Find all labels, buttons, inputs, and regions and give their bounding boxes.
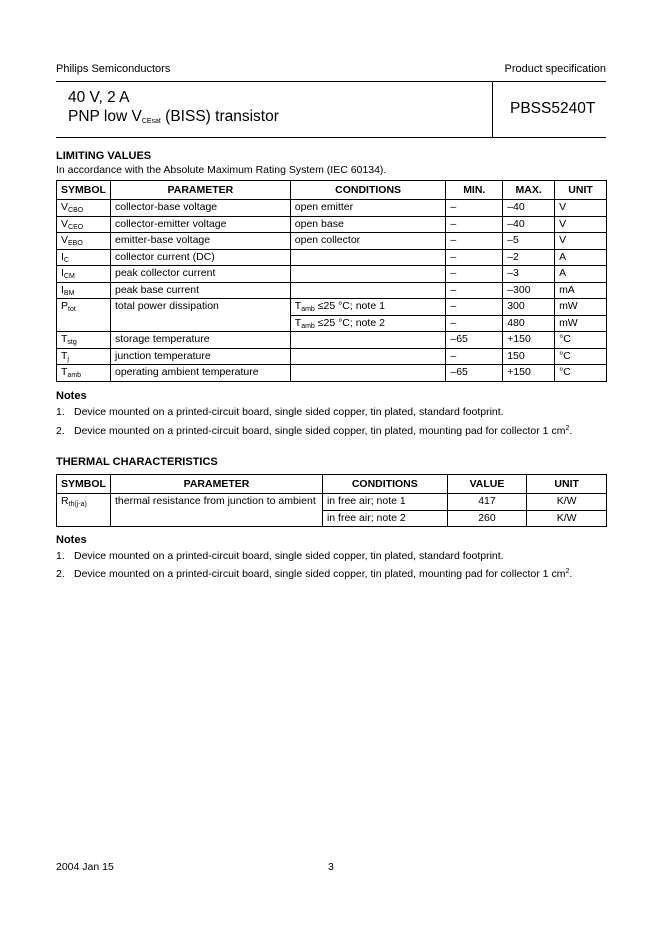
table-row bbox=[57, 200, 607, 217]
conditions-cell bbox=[290, 249, 446, 266]
col-unit: UNIT bbox=[527, 475, 607, 494]
table-row bbox=[57, 233, 607, 250]
min-cell: –65 bbox=[446, 365, 503, 382]
conditions-cell bbox=[290, 282, 446, 299]
min-cell: – bbox=[446, 299, 503, 316]
unit-cell: A bbox=[555, 266, 607, 283]
table-row bbox=[57, 282, 607, 299]
limiting-note-2: 2. Device mounted on a printed-circuit board, single sided copper, tin plated, mounting pad for collector 1 $cm^2$. bbox=[56, 425, 573, 437]
symbol-cell: $I_{BM}$ bbox=[57, 282, 111, 299]
symbol-cell: $P_{tot}$ bbox=[57, 299, 111, 332]
conditions-cell bbox=[290, 266, 446, 283]
unit-cell: V bbox=[555, 216, 607, 233]
company-name: Philips Semiconductors bbox=[56, 63, 171, 75]
max-cell: –300 bbox=[503, 282, 555, 299]
max-cell: –3 bbox=[503, 266, 555, 283]
limiting-values-heading: LIMITING VALUES bbox=[56, 150, 152, 162]
table-row bbox=[57, 299, 607, 316]
limiting-values-table bbox=[56, 180, 607, 382]
unit-cell: V bbox=[555, 200, 607, 217]
conditions-cell: open base bbox=[290, 216, 446, 233]
parameter-cell: collector-base voltage bbox=[110, 200, 290, 217]
max-cell: +150 bbox=[503, 365, 555, 382]
unit-cell: K/W bbox=[527, 510, 607, 527]
parameter-cell: total power dissipation bbox=[110, 299, 290, 332]
value-cell: 260 bbox=[447, 510, 527, 527]
limiting-notes-heading: Notes bbox=[56, 390, 87, 402]
min-cell: – bbox=[446, 233, 503, 250]
symbol-cell: $T_j$ bbox=[57, 348, 111, 365]
table-row bbox=[57, 266, 607, 283]
unit-cell: A bbox=[555, 249, 607, 266]
col-max: MAX. bbox=[503, 181, 555, 200]
unit-cell: °C bbox=[555, 365, 607, 382]
unit-cell: V bbox=[555, 233, 607, 250]
thermal-notes-heading: Notes bbox=[56, 534, 87, 546]
footer-page-number: 3 bbox=[328, 861, 334, 873]
title-line-1: 40 V, 2 A bbox=[68, 89, 130, 106]
thermal-table bbox=[56, 474, 607, 527]
limiting-note-1: 1. Device mounted on a printed-circuit board, single sided copper, tin plated, standard footprint. bbox=[56, 406, 504, 418]
unit-cell: K/W bbox=[527, 494, 607, 511]
conditions-cell bbox=[290, 348, 446, 365]
max-cell: 300 bbox=[503, 299, 555, 316]
unit-cell: °C bbox=[555, 332, 607, 349]
col-conditions: CONDITIONS bbox=[322, 475, 447, 494]
conditions-cell bbox=[290, 332, 446, 349]
symbol-cell: $I_{CM}$ bbox=[57, 266, 111, 283]
unit-cell: mW bbox=[555, 315, 607, 332]
max-cell: 480 bbox=[503, 315, 555, 332]
max-cell: –2 bbox=[503, 249, 555, 266]
max-cell: –40 bbox=[503, 216, 555, 233]
part-number: PBSS5240T bbox=[510, 100, 596, 117]
header-divider bbox=[492, 81, 493, 137]
col-value: VALUE bbox=[447, 475, 527, 494]
max-cell: –5 bbox=[503, 233, 555, 250]
conditions-cell: open collector bbox=[290, 233, 446, 250]
footer-date: 2004 Jan 15 bbox=[56, 861, 114, 873]
conditions-cell: $T_{amb} \le 25$ °C; note 2 bbox=[290, 315, 446, 332]
document-type: Product specification bbox=[504, 63, 606, 75]
table-row bbox=[57, 332, 607, 349]
col-parameter: PARAMETER bbox=[110, 181, 290, 200]
parameter-cell: junction temperature bbox=[110, 348, 290, 365]
max-cell: 150 bbox=[503, 348, 555, 365]
min-cell: – bbox=[446, 282, 503, 299]
conditions-cell: $T_{amb} \le 25$ °C; note 1 bbox=[290, 299, 446, 316]
value-cell: 417 bbox=[447, 494, 527, 511]
conditions-cell: open emitter bbox=[290, 200, 446, 217]
col-conditions: CONDITIONS bbox=[290, 181, 446, 200]
parameter-cell: peak base current bbox=[110, 282, 290, 299]
thermal-note-1: 1. Device mounted on a printed-circuit board, single sided copper, tin plated, standard footprint. bbox=[56, 550, 504, 562]
parameter-cell: emitter-base voltage bbox=[110, 233, 290, 250]
parameter-cell: collector-emitter voltage bbox=[110, 216, 290, 233]
conditions-cell bbox=[290, 365, 446, 382]
unit-cell: °C bbox=[555, 348, 607, 365]
header-rule-bottom bbox=[56, 137, 606, 138]
col-symbol: SYMBOL bbox=[57, 181, 111, 200]
thermal-heading: THERMAL CHARACTERISTICS bbox=[56, 456, 218, 468]
table-row bbox=[57, 494, 607, 511]
limiting-values-intro: In accordance with the Absolute Maximum Rating System (IEC 60134). bbox=[56, 164, 387, 176]
max-cell: +150 bbox=[503, 332, 555, 349]
table-row bbox=[57, 249, 607, 266]
table-row bbox=[57, 365, 607, 382]
parameter-cell: peak collector current bbox=[110, 266, 290, 283]
symbol-cell: $V_{CEO}$ bbox=[57, 216, 111, 233]
symbol-cell: $T_{stg}$ bbox=[57, 332, 111, 349]
col-min: MIN. bbox=[446, 181, 503, 200]
unit-cell: mA bbox=[555, 282, 607, 299]
symbol-cell: $R_{th(j-a)}$ bbox=[57, 494, 111, 527]
min-cell: – bbox=[446, 315, 503, 332]
col-unit: UNIT bbox=[555, 181, 607, 200]
symbol-cell: $V_{CBO}$ bbox=[57, 200, 111, 217]
table-row bbox=[57, 348, 607, 365]
min-cell: – bbox=[446, 249, 503, 266]
symbol-cell: $V_{EBO}$ bbox=[57, 233, 111, 250]
conditions-cell: in free air; note 2 bbox=[322, 510, 447, 527]
min-cell: – bbox=[446, 266, 503, 283]
title-line-2: PNP low $V_{CEsat}$ (BISS) transistor bbox=[68, 108, 279, 125]
min-cell: –65 bbox=[446, 332, 503, 349]
table-header-row bbox=[57, 181, 607, 200]
min-cell: – bbox=[446, 216, 503, 233]
max-cell: –40 bbox=[503, 200, 555, 217]
symbol-cell: $T_{amb}$ bbox=[57, 365, 111, 382]
header-rule-top bbox=[56, 81, 606, 82]
parameter-cell: collector current (DC) bbox=[110, 249, 290, 266]
col-parameter: PARAMETER bbox=[110, 475, 322, 494]
min-cell: – bbox=[446, 200, 503, 217]
table-row bbox=[57, 216, 607, 233]
col-symbol: SYMBOL bbox=[57, 475, 111, 494]
table-header-row bbox=[57, 475, 607, 494]
unit-cell: mW bbox=[555, 299, 607, 316]
conditions-cell: in free air; note 1 bbox=[322, 494, 447, 511]
min-cell: – bbox=[446, 348, 503, 365]
parameter-cell: storage temperature bbox=[110, 332, 290, 349]
symbol-cell: $I_C$ bbox=[57, 249, 111, 266]
parameter-cell: operating ambient temperature bbox=[110, 365, 290, 382]
thermal-note-2: 2. Device mounted on a printed-circuit board, single sided copper, tin plated, mounting pad for collector 1 $cm^2$. bbox=[56, 568, 573, 580]
parameter-cell: thermal resistance from junction to ambient bbox=[110, 494, 322, 527]
